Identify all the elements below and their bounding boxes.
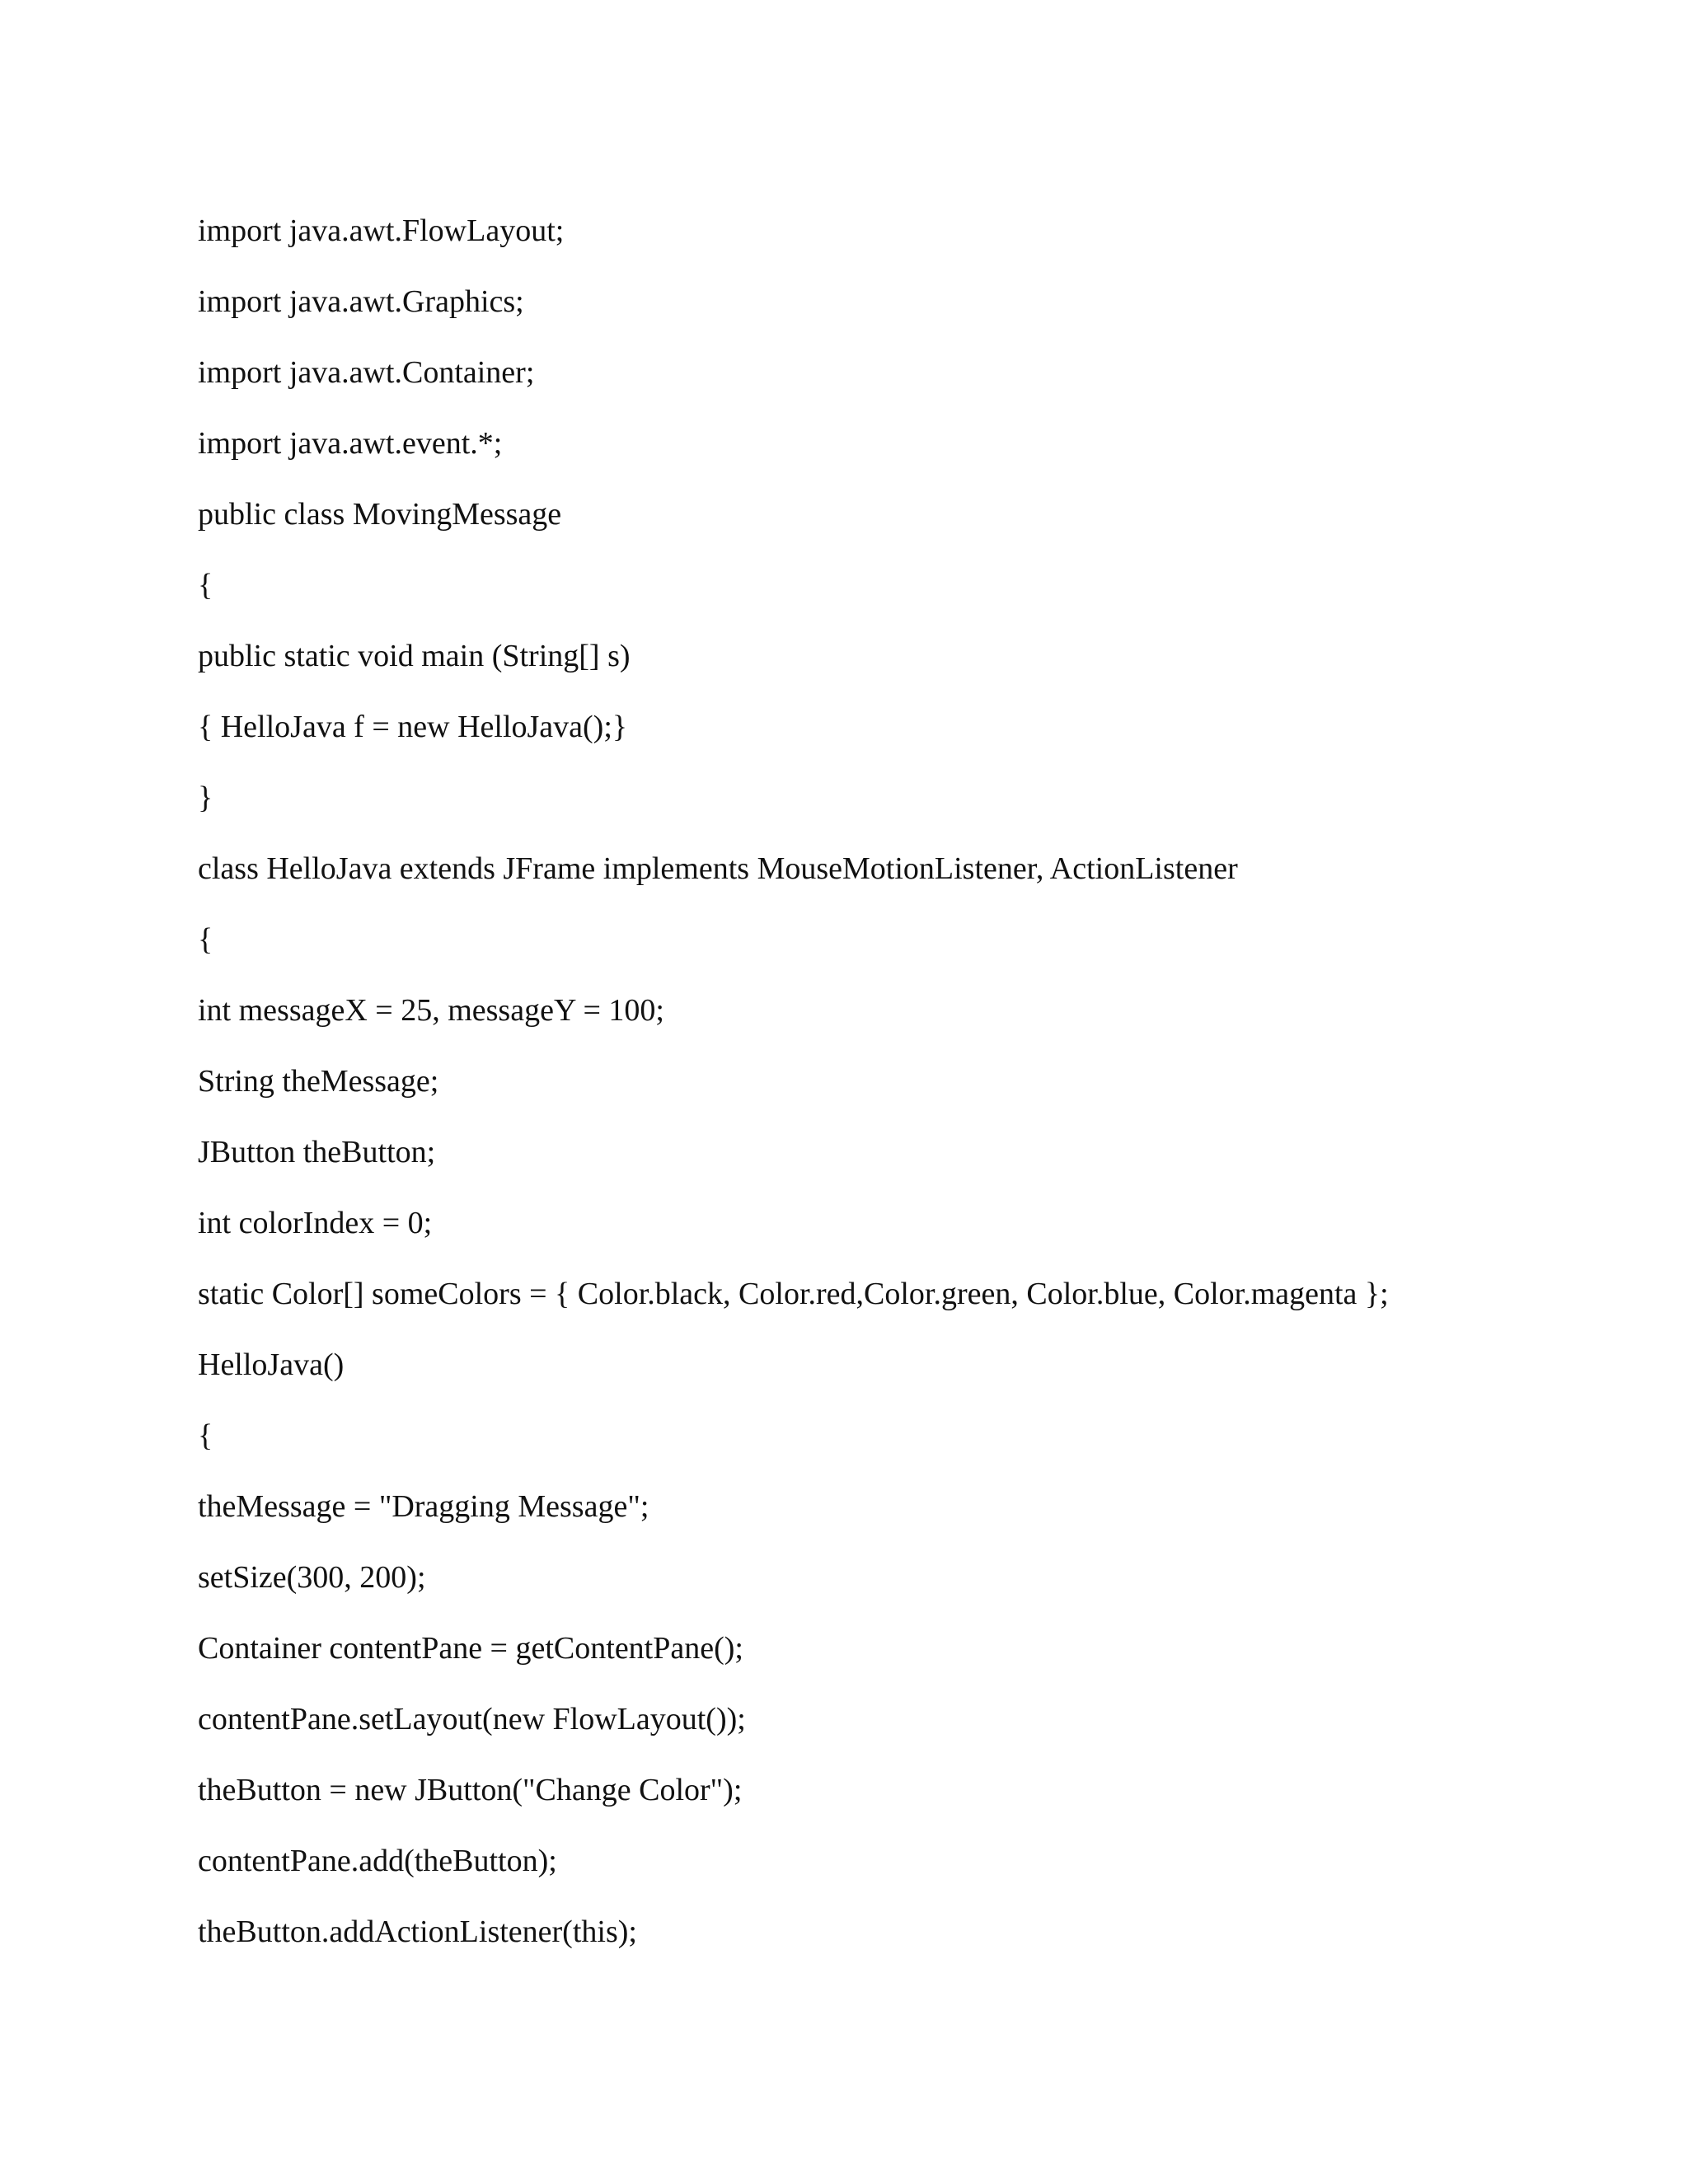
code-line: import java.awt.event.*; <box>198 426 503 461</box>
code-line: class HelloJava extends JFrame implements MouseMotionListener, ActionListener <box>198 851 1238 886</box>
code-line: { HelloJava f = new HelloJava();} <box>198 710 628 744</box>
code-line: theButton = new JButton("Change Color"); <box>198 1773 743 1807</box>
code-line: contentPane.setLayout(new FlowLayout()); <box>198 1702 746 1736</box>
code-line: public static void main (String[] s) <box>198 639 631 673</box>
code-line: theMessage = "Dragging Message"; <box>198 1489 649 1524</box>
code-line: static Color[] someColors = { Color.black, Color.red,Color.green, Color.blue, Color.magenta }; <box>198 1277 1389 1311</box>
code-line: int colorIndex = 0; <box>198 1206 433 1240</box>
code-line: setSize(300, 200); <box>198 1560 426 1595</box>
code-line: Container contentPane = getContentPane(); <box>198 1631 743 1666</box>
code-line: HelloJava() <box>198 1347 345 1382</box>
code-line: import java.awt.FlowLayout; <box>198 213 565 248</box>
code-line: theButton.addActionListener(this); <box>198 1915 637 1949</box>
code-line: import java.awt.Graphics; <box>198 284 524 319</box>
code-line: public class MovingMessage <box>198 497 562 532</box>
code-line: import java.awt.Container; <box>198 355 535 390</box>
code-line: String theMessage; <box>198 1064 439 1099</box>
code-line: contentPane.add(theButton); <box>198 1844 557 1878</box>
code-line: JButton theButton; <box>198 1135 436 1169</box>
code-line: { <box>198 922 213 957</box>
code-line: } <box>198 780 213 815</box>
code-line: { <box>198 568 213 602</box>
code-line: int messageX = 25, messageY = 100; <box>198 993 664 1028</box>
code-listing <box>198 195 1599 1967</box>
code-line: { <box>198 1418 213 1453</box>
